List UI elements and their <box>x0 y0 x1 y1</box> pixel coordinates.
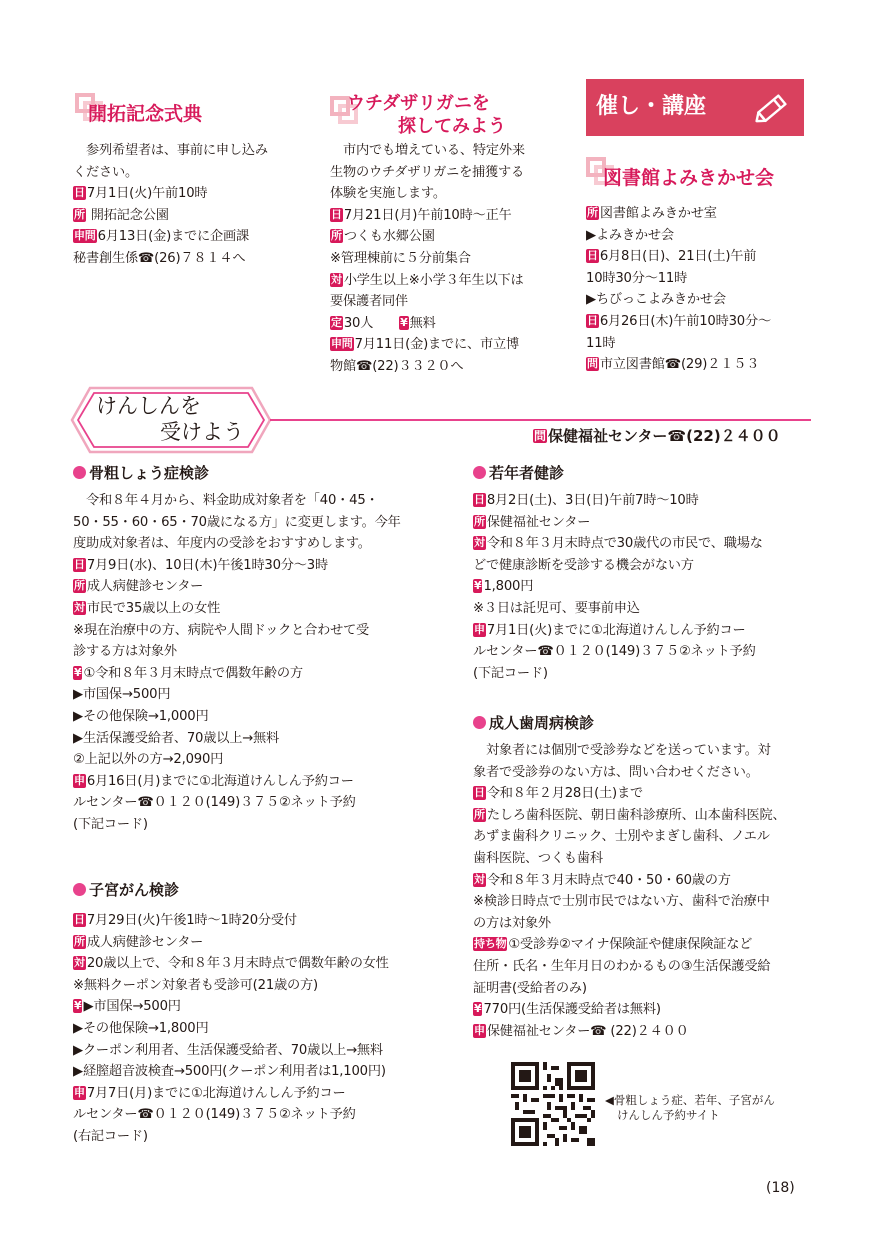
text-line <box>473 805 813 827</box>
tag-badge: ¥ <box>400 315 408 329</box>
line-text: ルセンター☎０１２０(149)３７５②ネット予約 <box>473 644 756 660</box>
text-line <box>73 1061 413 1083</box>
section-title-line1: けんしんを <box>96 394 201 418</box>
tag-badge: ¥ <box>474 579 482 593</box>
text-line <box>73 641 413 663</box>
text-line <box>73 598 413 620</box>
text-line <box>473 555 813 577</box>
text-line <box>73 1018 413 1040</box>
line-text: 6月8日(日)、21日(土)午前 <box>599 249 757 265</box>
body-shikyugan <box>73 910 413 1148</box>
heading-jakunen-label: 若年者健診 <box>489 464 565 482</box>
text-line <box>473 512 813 534</box>
text-line <box>73 684 413 706</box>
text-line <box>586 333 816 355</box>
text-line <box>473 999 813 1021</box>
text-line <box>330 334 560 356</box>
line-text: (下記コード) <box>473 665 548 681</box>
tag-badge: 問 <box>534 429 547 443</box>
line-text: 保健福祉センター☎ (22)２４００ <box>486 1023 689 1039</box>
line-text: ※無料クーポン対象者も受診可(21歳の方) <box>73 977 318 993</box>
section-banner-label: 催し・講座 <box>596 94 707 119</box>
text-line <box>73 620 413 642</box>
line-text: 保健福祉センター <box>486 514 591 530</box>
line-text: ②上記以外の方→2,090円 <box>73 752 224 768</box>
line-text: 度助成対象者は、年度内の受診をおすすめします。 <box>73 536 371 552</box>
line-text: 成人病健診センター <box>86 579 204 595</box>
tag-badge: 所 <box>331 229 342 243</box>
qr-caption-1: ◀骨粗しょう症、若年、子宮がん <box>605 1093 775 1107</box>
text-line <box>473 848 813 870</box>
text-line <box>473 762 813 784</box>
tag-badge: 所 <box>587 206 598 219</box>
tag-badge: 対 <box>474 872 485 886</box>
bullet-dot-icon <box>73 466 86 479</box>
line-text: (右記コード) <box>73 1128 148 1144</box>
line-text: 小学生以上※小学３年生以下は <box>343 272 524 288</box>
tag-badge: 問 <box>587 357 598 371</box>
text-line <box>330 291 560 313</box>
text-line <box>73 512 413 534</box>
text-line <box>73 226 298 248</box>
tag-badge: 申 <box>474 1023 485 1037</box>
line-text: ルセンター☎０１２０(149)３７５②ネット予約 <box>73 795 356 811</box>
line-text: 住所・氏名・生年月日のわかるもの③生活保護受給 <box>473 958 771 974</box>
tag-badge: 申問 <box>74 229 96 243</box>
line-text: 50・55・60・65・70歳になる方」に変更します。今年 <box>73 514 401 530</box>
text-line <box>73 183 298 205</box>
text-line <box>73 996 413 1018</box>
body-kotsusosho <box>73 490 413 836</box>
line-text: ※現在治療中の方、病院や人間ドックと合わせて受 <box>73 622 370 638</box>
line-text: ※３日は託児可、要事前申込 <box>473 600 640 616</box>
text-line <box>586 203 816 225</box>
text-line <box>473 783 813 805</box>
line-text: 6月13日(金)までに企画課 <box>97 229 249 245</box>
section-title-line2: 受けよう <box>160 420 244 444</box>
text-line <box>73 490 413 512</box>
line-text: 8月2日(土)、3日(日)午前7時〜10時 <box>486 493 699 508</box>
line-text: 診する方は対象外 <box>73 644 177 660</box>
line-text: ▶よみきかせ会 <box>586 227 674 243</box>
line-text: の方は対象外 <box>473 915 551 931</box>
line-text: 対象者には個別で受診券などを送っています。対 <box>486 743 771 758</box>
line-text: 7月11日(金)までに、市立博 <box>354 337 519 353</box>
tag-badge: 日 <box>587 249 598 263</box>
line-text: ①令和８年３月末時点で偶数年齢の方 <box>83 665 303 681</box>
text-line <box>473 978 813 1000</box>
text-line <box>73 533 413 555</box>
line-text: 象者で受診券のない方は、問い合わせください。 <box>473 764 759 780</box>
line-text: 令和８年３月末時点で30歳代の市民で、職場な <box>486 536 763 552</box>
line-text: 証明書(受給者のみ) <box>473 980 587 996</box>
line-text: ※検診日時点で士別市民ではない方、歯科で治療中 <box>473 894 770 910</box>
text-line <box>73 771 413 793</box>
line-text: 7月29日(火)午後1時〜1時20分受付 <box>86 913 297 928</box>
line-text: 成人病健診センター <box>86 934 204 950</box>
tag-badge: 対 <box>74 600 85 614</box>
text-line <box>473 641 813 663</box>
text-line <box>73 749 413 771</box>
page-number: (18) <box>766 1180 795 1196</box>
text-line <box>473 533 813 555</box>
tag-badge: 対 <box>474 536 485 550</box>
heading-shikyugan-label: 子宮がん検診 <box>89 881 180 899</box>
tag-badge: 申 <box>474 622 485 636</box>
text-line <box>473 490 813 512</box>
line-text: どで健康診断を受診する機会がない方 <box>473 557 694 573</box>
tag-badge: ¥ <box>474 1002 482 1016</box>
tag-badge: 申 <box>74 773 85 787</box>
line-text: たしろ歯科医院、朝日歯科診療所、山本歯科医院、 <box>486 807 786 823</box>
text-line <box>473 740 813 762</box>
line-text: ▶市国保→500円 <box>73 687 171 703</box>
qr-code[interactable] <box>511 1062 595 1146</box>
line-text: つくも水郷公園 <box>343 229 435 245</box>
tag-badge: 申 <box>74 1085 85 1099</box>
line-text: 令和８年２月28日(土)まで <box>486 786 643 802</box>
line-text: 物館☎(22)３３２０へ <box>330 358 464 374</box>
text-line <box>330 183 560 205</box>
text-line <box>586 354 816 376</box>
tag-badge: 日 <box>474 493 485 506</box>
text-line <box>473 826 813 848</box>
text-line <box>73 140 298 162</box>
tag-badge: ¥ <box>74 999 82 1013</box>
line-text: ※管理棟前に５分前集合 <box>330 250 471 266</box>
tag-badge: 申問 <box>331 337 353 351</box>
event-title-kaitaku: 開拓記念式典 <box>88 103 203 125</box>
section-contact-text: 保健福祉センター☎(22)２４００ <box>548 427 781 445</box>
line-text: 30人 <box>343 315 400 331</box>
text-line <box>586 311 816 333</box>
text-line <box>73 555 413 577</box>
tag-badge: 所 <box>474 807 485 821</box>
line-text: 770円(生活保護受給者は無料) <box>483 1002 661 1018</box>
line-text: ①受診券②マイナ保険証や健康保険証など <box>508 937 753 953</box>
text-line <box>473 576 813 598</box>
line-text: ▶経膣超音波検査→500円(クーポン利用者は1,100円) <box>73 1064 386 1080</box>
event-title-zarigani-2: 探してみよう <box>398 116 506 137</box>
tag-badge: 日 <box>331 207 342 221</box>
text-line <box>586 268 816 290</box>
line-text: ルセンター☎０１２０(149)３７５②ネット予約 <box>73 1107 356 1123</box>
line-text: 令和８年４月から、料金助成対象者を「40・45・ <box>86 493 379 508</box>
section-banner <box>586 79 804 136</box>
line-text: ▶その他保険→1,800円 <box>73 1020 209 1036</box>
tag-badge: 日 <box>474 786 485 800</box>
text-line <box>73 814 413 836</box>
line-text: 令和８年３月末時点で40・50・60歳の方 <box>486 872 731 888</box>
text-line <box>330 313 560 335</box>
line-text: 開拓記念公園 <box>86 207 169 223</box>
text-line <box>330 140 560 162</box>
text-line <box>473 598 813 620</box>
body-shishu <box>473 740 813 1042</box>
bullet-dot-icon <box>473 716 486 729</box>
bullet-dot-icon <box>73 883 86 896</box>
bullet-dot-icon <box>473 466 486 479</box>
line-text: ▶クーポン利用者、生活保護受給者、70歳以上→無料 <box>73 1042 383 1058</box>
event-body-kaitaku <box>73 140 298 270</box>
text-line <box>473 891 813 913</box>
text-line <box>330 162 560 184</box>
text-line <box>73 975 413 997</box>
line-text: ▶その他保険→1,000円 <box>73 708 209 724</box>
text-line <box>330 205 560 227</box>
event-body-zarigani <box>330 140 560 378</box>
pencil-icon <box>751 87 795 129</box>
heading-kotsusosho <box>73 463 209 483</box>
body-jakunen <box>473 490 813 684</box>
line-text: 7月7日(月)までに①北海道けんしん予約コー <box>86 1085 346 1101</box>
line-text: 11時 <box>586 335 616 351</box>
tag-badge: 日 <box>74 913 85 926</box>
tag-badge: 定 <box>331 315 342 329</box>
text-line <box>330 270 560 292</box>
line-text: 体験を実施します。 <box>330 186 446 202</box>
text-line <box>73 576 413 598</box>
text-line <box>473 620 813 642</box>
line-text: 7月21日(月)午前10時〜正午 <box>343 207 512 223</box>
tag-badge: 所 <box>74 579 85 593</box>
heading-shikyugan <box>73 880 179 900</box>
text-line <box>330 356 560 378</box>
text-line <box>73 248 298 270</box>
line-text: 要保護者同伴 <box>330 294 408 310</box>
line-text: 秘書創生係☎(26)７８１４へ <box>73 250 246 266</box>
text-line <box>586 289 816 311</box>
tag-badge: 対 <box>331 272 342 286</box>
line-text: 6月16日(月)までに①北海道けんしん予約コー <box>86 773 354 789</box>
text-line <box>73 932 413 954</box>
qr-caption-2: けんしん予約サイト <box>617 1108 720 1122</box>
text-line <box>73 706 413 728</box>
text-line <box>73 728 413 750</box>
line-text: 7月1日(火)までに①北海道けんしん予約コー <box>486 622 746 638</box>
line-text: 参列希望者は、事前に申し込み <box>86 143 268 158</box>
line-text: 7月9日(水)、10日(木)午後1時30分〜3時 <box>86 557 328 573</box>
line-text: 無料 <box>409 315 436 331</box>
line-text: 市民で35歳以上の女性 <box>86 600 221 616</box>
event-title-zarigani-1: ウチダザリガニを <box>347 93 490 114</box>
line-text: ▶市国保→500円 <box>83 999 181 1015</box>
text-line <box>473 870 813 892</box>
event-body-yomikikase <box>586 203 816 376</box>
text-line <box>73 1126 413 1148</box>
line-text: 10時30分〜11時 <box>586 270 688 286</box>
event-title-yomikikase: 図書館よみきかせ会 <box>603 167 775 189</box>
line-text: 市内でも増えている、特定外来 <box>343 143 525 158</box>
text-line <box>473 956 813 978</box>
line-text: ください。 <box>73 164 138 180</box>
line-text: 生物のウチダザリガニを捕獲する <box>330 164 525 180</box>
text-line <box>73 205 298 227</box>
text-line <box>73 663 413 685</box>
tag-badge: 対 <box>74 956 85 970</box>
line-text: 歯科医院、つくも歯科 <box>473 850 603 866</box>
text-line <box>473 663 813 685</box>
line-text: (下記コード) <box>73 816 148 832</box>
line-text: 20歳以上で、令和８年３月末時点で偶数年齢の女性 <box>86 956 389 972</box>
text-line <box>330 248 560 270</box>
heading-jakunen <box>473 463 564 483</box>
heading-shishu <box>473 713 594 733</box>
tag-badge: 日 <box>74 186 85 200</box>
line-text: 7月1日(火)午前10時 <box>86 186 208 202</box>
text-line <box>330 226 560 248</box>
heading-kotsusosho-label: 骨粗しょう症検診 <box>89 464 210 482</box>
line-text: 1,800円 <box>483 579 534 595</box>
text-line <box>473 1021 813 1043</box>
line-text: 図書館よみきかせ室 <box>599 206 717 221</box>
tag-badge: 日 <box>74 557 85 571</box>
line-text: 市立図書館☎(29)２１５３ <box>599 357 760 373</box>
text-line <box>473 934 813 956</box>
text-line <box>73 1104 413 1126</box>
text-line <box>73 162 298 184</box>
text-line <box>586 246 816 268</box>
heading-shishu-label: 成人歯周病検診 <box>489 714 595 732</box>
line-text: ▶ちびっこよみきかせ会 <box>586 292 726 308</box>
tag-badge: ¥ <box>74 665 82 679</box>
tag-badge: 日 <box>587 313 598 327</box>
text-line <box>73 1083 413 1105</box>
tag-badge: 持ち物 <box>474 937 507 951</box>
text-line <box>73 910 413 932</box>
tag-badge: 所 <box>74 934 85 948</box>
text-line <box>73 953 413 975</box>
text-line <box>73 792 413 814</box>
tag-badge: 所 <box>474 514 485 528</box>
tag-badge: 所 <box>74 207 85 221</box>
text-line <box>586 225 816 247</box>
line-text: 6月26日(木)午前10時30分〜 <box>599 313 771 329</box>
text-line <box>473 913 813 935</box>
line-text: ▶生活保護受給者、70歳以上→無料 <box>73 730 280 746</box>
text-line <box>73 1040 413 1062</box>
section-contact <box>533 426 781 446</box>
line-text: あずま歯科クリニック、士別やまぎし歯科、ノエル <box>473 829 770 845</box>
